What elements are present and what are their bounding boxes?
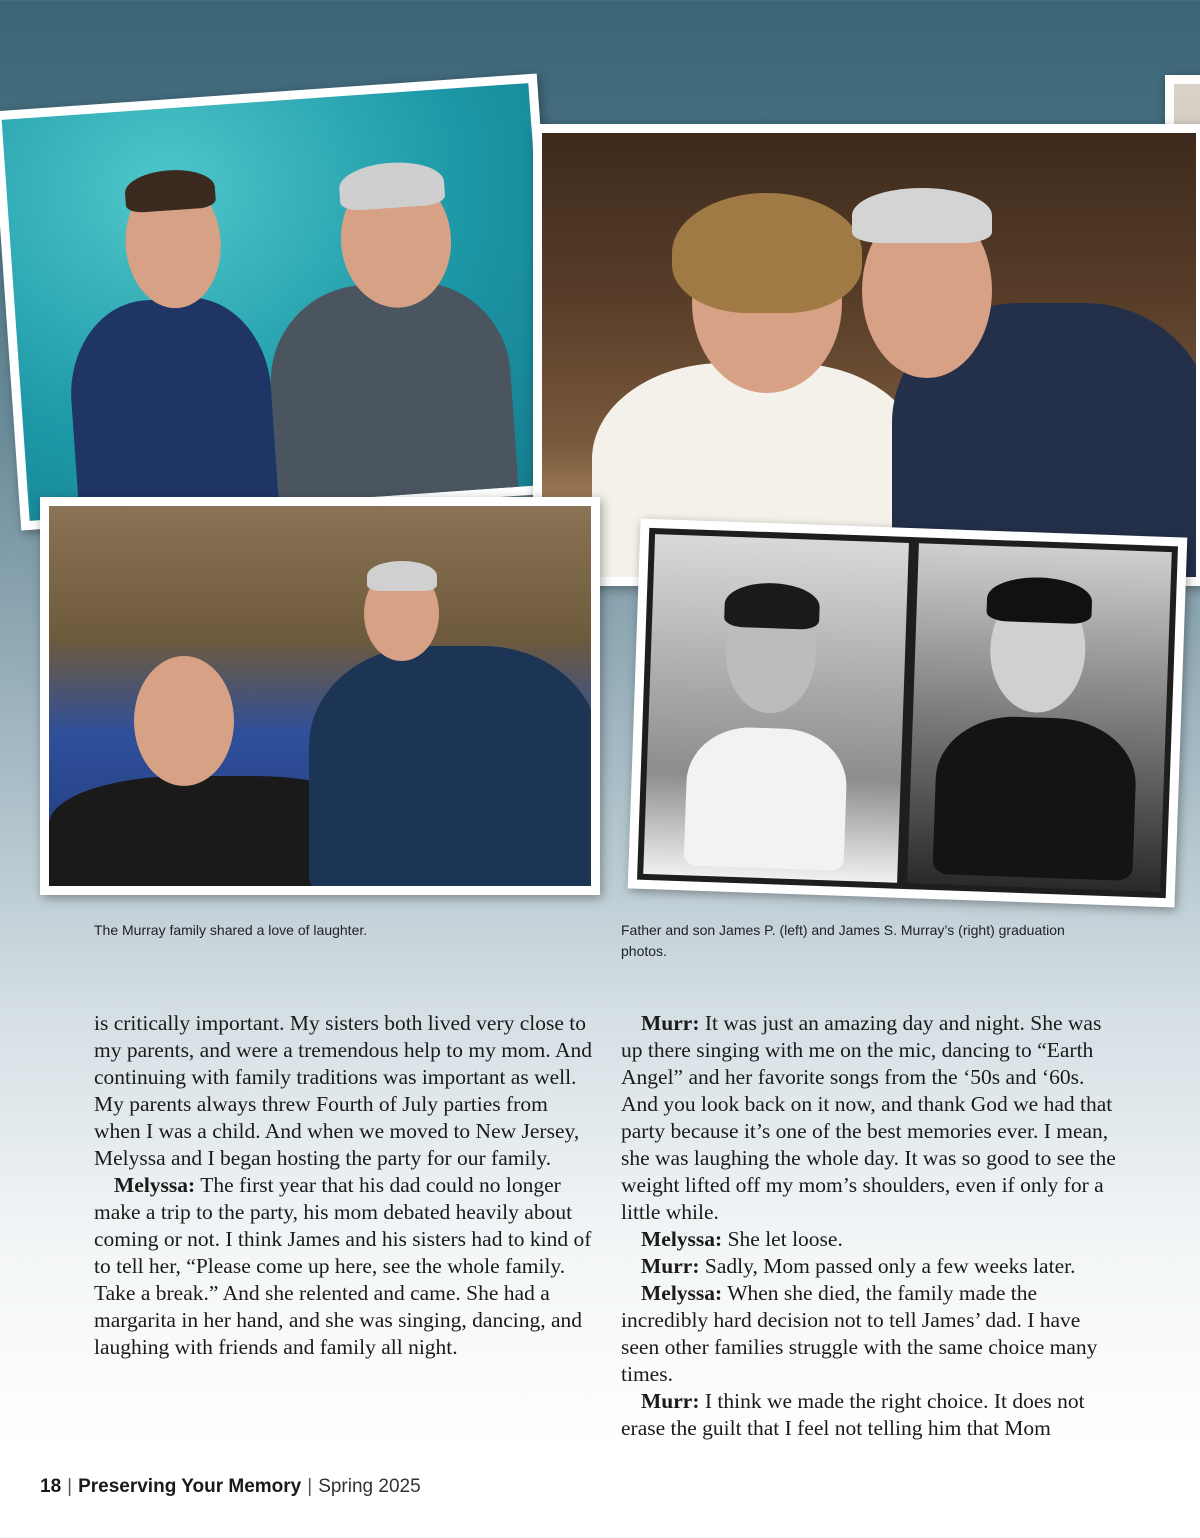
speaker-label: Murr: xyxy=(641,1254,700,1278)
paragraph xyxy=(621,1010,1121,1226)
paragraph xyxy=(621,1226,1121,1253)
paragraph-text: is critically important. My sisters both lived very close to my parents, and were a tremendous help to my mom. And continuing with family traditions was important as well. My parents always threw Fourth of July parties from when I was a child. And when we moved to New Jersey, Melyssa and I began hosting the party for our family. xyxy=(94,1011,592,1170)
paragraph xyxy=(621,1280,1121,1388)
photo-kitchen xyxy=(533,124,1200,586)
photo-boat xyxy=(0,73,566,530)
publication-name: Preserving Your Memory xyxy=(78,1476,302,1497)
paragraph-text: I think we made the right choice. It does not erase the guilt that I feel not telling him that Mom xyxy=(621,1389,1085,1440)
photo-caption-laughter: The Murray family shared a love of laughter. xyxy=(94,922,368,938)
paragraph-text: Sadly, Mom passed only a few weeks later. xyxy=(704,1254,1076,1278)
paragraph-text: When she died, the family made the incredibly hard decision not to tell James’ dad. I have seen other families struggle with the same choice many times. xyxy=(621,1281,1098,1386)
speaker-label: Melyssa: xyxy=(641,1227,723,1251)
article-column-left xyxy=(94,1010,594,1361)
article-column-right xyxy=(621,1010,1121,1442)
paragraph-text: She let loose. xyxy=(727,1227,843,1251)
paragraph xyxy=(621,1388,1121,1442)
paragraph-text: It was just an amazing day and night. She was up there singing with me on the mic, dancing to “Earth Angel” and her favorite songs from the ‘50s and ‘60s. And you look back on it now, and thank God we had that party because it’s one of the best memories ever. I mean, she was laughing the whole day. It was so good to see the weight lifted off my mom’s shoulders, even if only for a little while. xyxy=(621,1011,1116,1224)
paragraph xyxy=(94,1010,594,1172)
page-footer xyxy=(40,1476,421,1498)
speaker-label: Melyssa: xyxy=(641,1281,723,1305)
photo-hammock xyxy=(40,497,600,895)
speaker-label: Murr: xyxy=(641,1011,700,1035)
speaker-label: Melyssa: xyxy=(114,1173,196,1197)
photo-graduation xyxy=(628,519,1188,908)
speaker-label: Murr: xyxy=(641,1389,700,1413)
issue-label: Spring 2025 xyxy=(318,1476,421,1497)
paragraph xyxy=(621,1253,1121,1280)
footer-separator: | xyxy=(67,1476,73,1497)
page-number: 18 xyxy=(40,1476,62,1497)
photo-caption-graduation: Father and son James P. (left) and James S. Murray’s (right) graduation photos. xyxy=(621,922,1065,959)
paragraph xyxy=(94,1172,594,1361)
paragraph-text: The first year that his dad could no longer make a trip to the party, his mom debated heavily about coming or not. I think James and his sisters had to kind of to tell her, “Please come up here, see the whole family. Take a break.” And she relented and came. She had a margarita in her hand, and she was singing, dancing, and laughing with friends and family all night. xyxy=(94,1173,592,1359)
footer-separator: | xyxy=(307,1476,313,1497)
